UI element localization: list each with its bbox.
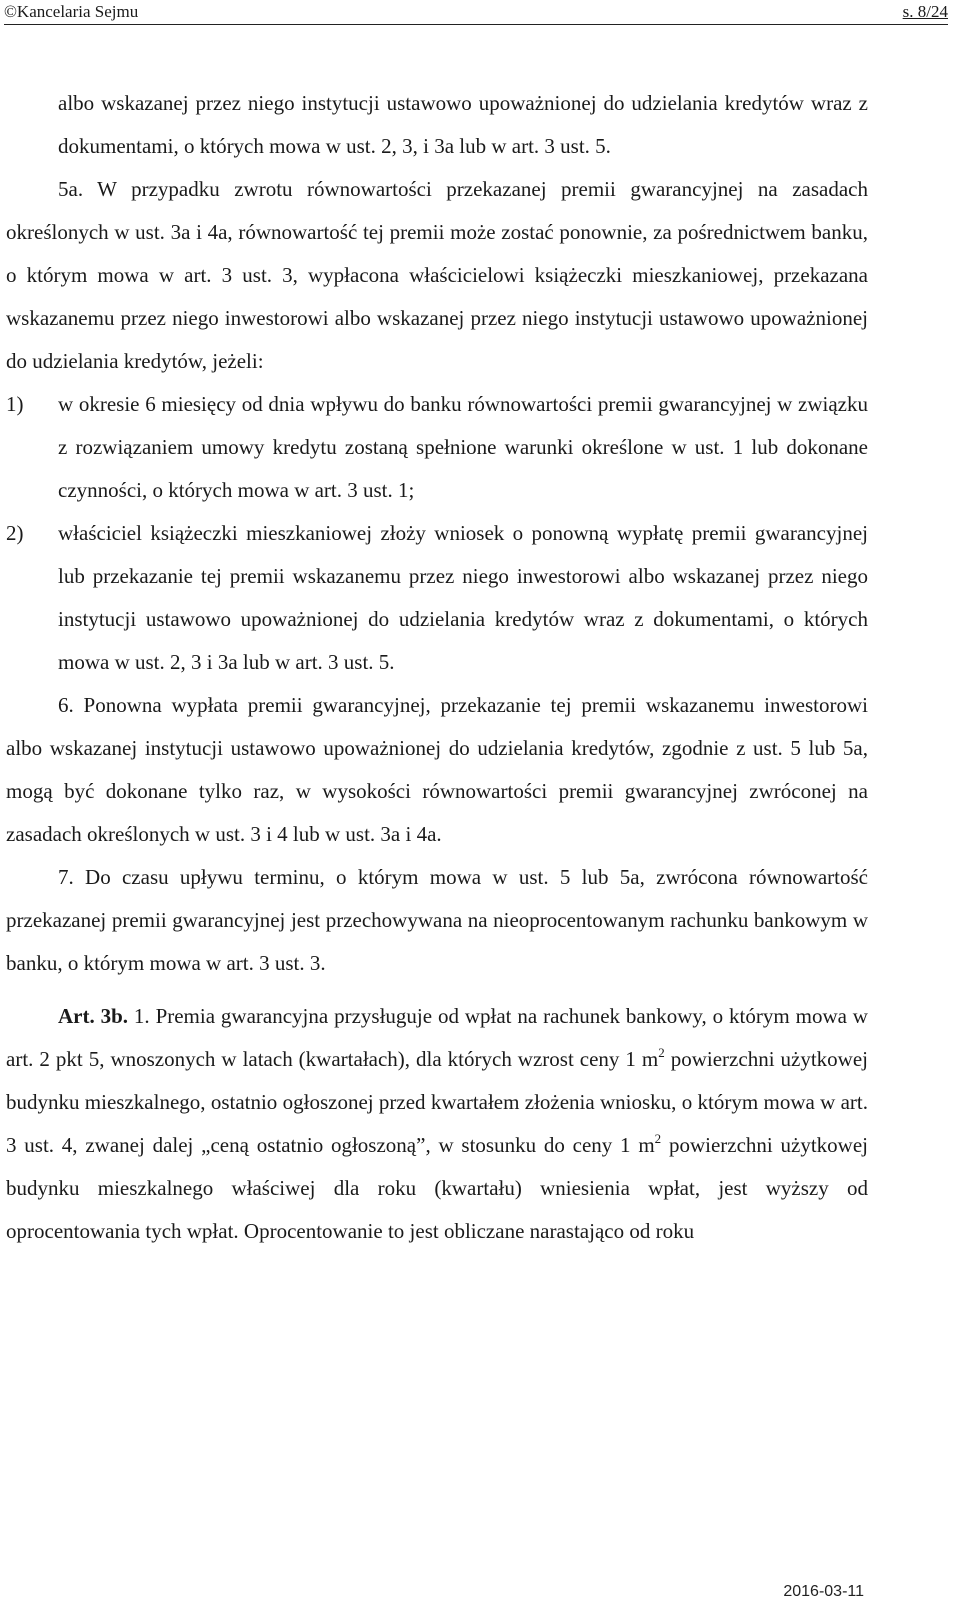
paragraph-5a: 5a. W przypadku zwrotu równowartości przekazanej premii gwarancyjnej na zasadach określonych w ust. 3a i 4a, równowartość tej premii może zostać ponownie, za pośrednictwem banku, o którym mowa w art. 3 ust. 3, wypłacona właścicielowi książeczki mieszkaniowej, przekazana wskazanemu przez niego inwestorowi albo wskazanej przez niego instytucji ustawowo upoważnionej do udzielania kredytów, jeżeli: (6, 177, 868, 373)
spacer (6, 985, 868, 995)
list-item-1-text: w okresie 6 miesięcy od dnia wpływu do banku równowartości premii gwarancyjnej w związku z rozwiązaniem umowy kredytu zostaną spełnione warunki określone w ust. 1 lub dokonane czynności, o których mowa w art. 3 ust. 1; (58, 392, 868, 502)
paragraph-6: 6. Ponowna wypłata premii gwarancyjnej, przekazanie tej premii wskazanemu inwestorowi albo wskazanej instytucji ustawowo upoważnionej do udzielania kredytów, zgodnie z ust. 5 lub 5a, mogą być dokonane tylko raz, w wysokości równowartości premii gwarancyjnej zwróconej na zasadach określonych w ust. 3 i 4 lub w ust. 3a i 4a. (6, 693, 868, 846)
article-3b-text-part1: 1. Premia gwarancyjna przysługuje od wpłat na rachunek bankowy, o którym mowa w art. 2 pkt 5, wnoszonych w latach (kwartałach), dla których wzrost ceny 1 m (6, 1004, 868, 1071)
superscript-2: 2 (654, 1131, 662, 1146)
paragraph-continuation: albo wskazanej przez niego instytucji ustawowo upoważnionej do udzielania kredytów wraz z dokumentami, o których mowa w ust. 2, 3, i 3a lub w art. 3 ust. 5. (58, 91, 868, 158)
list-item-2-number: 2) (6, 521, 24, 545)
page-number-text: s. 8/24 (902, 2, 948, 21)
page-header (4, 0, 948, 25)
list-item-1-number: 1) (6, 392, 24, 416)
superscript-2: 2 (658, 1045, 665, 1060)
copyright-label: ©Kancelaria Sejmu (4, 2, 139, 21)
list-item-2 (6, 512, 868, 684)
article-3b-text-part2: powierzchni użytkowej budynku mieszkalnego, ostatnio ogłoszonej przed kwartałem złożenia wniosku, o którym mowa w art. 3 ust. 4, zwanej dalej „ceną ostatnio ogłoszoną”, w stosunku do ceny 1 m (6, 1047, 868, 1157)
list-item-2-text: właściciel książeczki mieszkaniowej złoży wniosek o ponowną wypłatę premii gwarancyjnej lub przekazanie tej premii wskazanemu przez niego inwestorowi albo wskazanej przez niego instytucji ustawowo upoważnionej do udzielania kredytów wraz z dokumentami, o których mowa w ust. 2, 3 i 3a lub w art. 3 ust. 5. (58, 521, 868, 674)
article-3b-label: Art. 3b. (58, 1004, 129, 1028)
article-3b-paragraph (6, 995, 868, 1253)
footer-date: 2016-03-11 (783, 1583, 864, 1600)
document-body (6, 82, 868, 1253)
paragraph-7: 7. Do czasu upływu terminu, o którym mowa w ust. 5 lub 5a, zwrócona równowartość przekazanej premii gwarancyjnej jest przechowywana na nieoprocentowanym rachunku bankowym w banku, o którym mowa w art. 3 ust. 3. (6, 865, 868, 975)
page-number (903, 2, 948, 22)
list-item-1 (6, 383, 868, 512)
article-3b-text-part3: powierzchni użytkowej budynku mieszkalnego właściwej dla roku (kwartału) wniesienia wpłat, jest wyższy od oprocentowania tych wpłat. Oprocentowanie to jest obliczane narastająco od roku (6, 1133, 868, 1243)
